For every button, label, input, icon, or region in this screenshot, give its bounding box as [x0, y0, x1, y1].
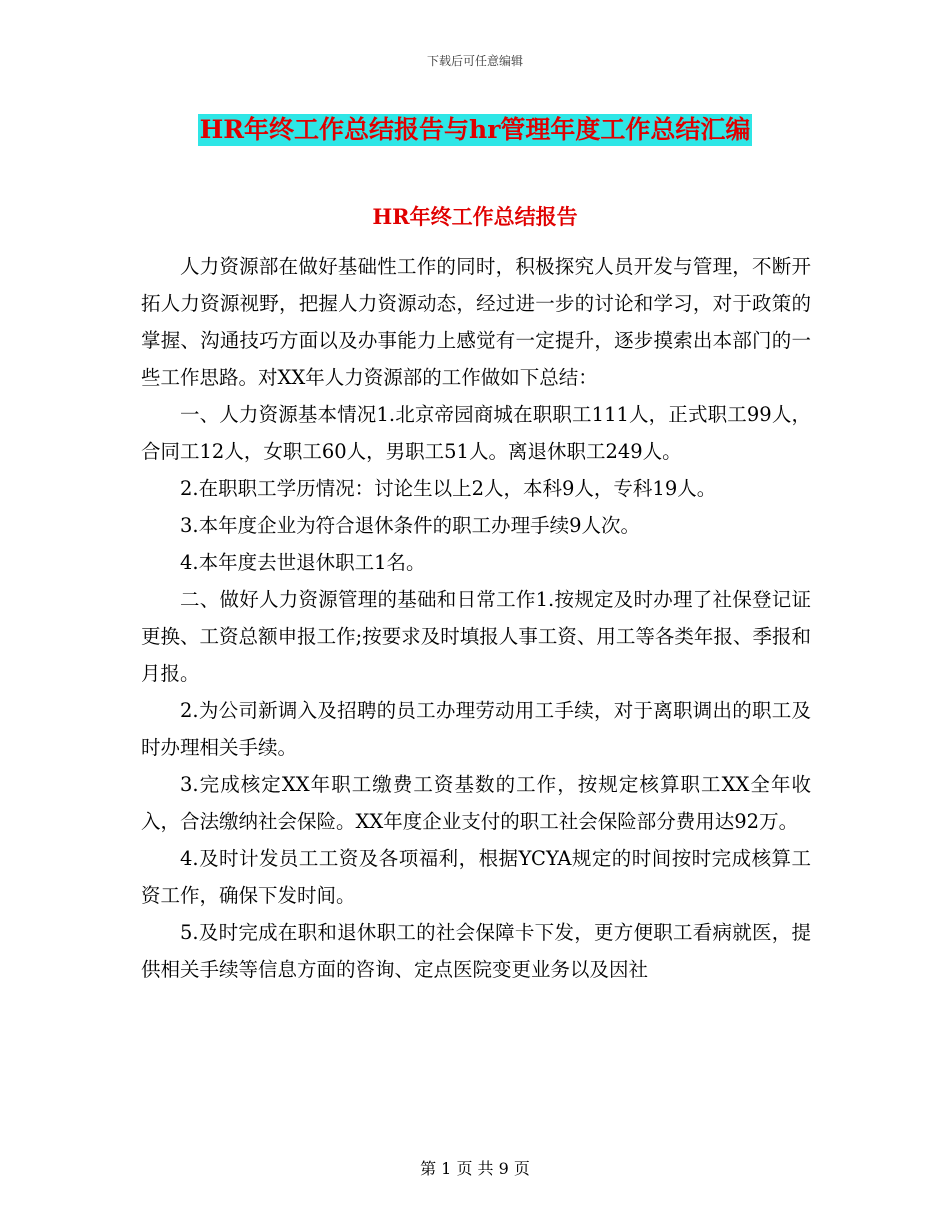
page-number: 第 1 页 共 9 页: [420, 1159, 530, 1178]
paragraph: 2.在职职工学历情况：讨论生以上2人，本科9人，专科19人。: [180, 477, 717, 500]
paragraph: 一、人力资源基本情况1.北京帝园商城在职职工111人，正式职工99人，合同工12人，女职工60人，男职工51人。离退休职工249人。: [141, 403, 811, 463]
paragraph: 4.及时计发员工工资及各项福利，根据YCYA规定的时间按时完成核算工资工作，确保下发时间。: [141, 847, 811, 907]
paragraph: 人力资源部在做好基础性工作的同时，积极探究人员开发与管理，不断开拓人力资源视野，把握人力资源动态，经过进一步的讨论和学习，对于政策的掌握、沟通技巧方面以及办事能力上感觉有一定提升，逐步摸索出本部门的一些工作思路。对XX年人力资源部的工作做如下总结：: [141, 255, 811, 389]
document-title-container: [0, 114, 950, 146]
paragraph: 3.完成核定XX年职工缴费工资基数的工作，按规定核算职工XX全年收入，合法缴纳社会保险。XX年度企业支付的职工社会保险部分费用达92万。: [141, 773, 811, 833]
document-body: [141, 248, 811, 988]
header-note: 下载后可任意编辑: [426, 54, 523, 68]
section-title: HR年终工作总结报告: [372, 204, 578, 229]
paragraph: 3.本年度企业为符合退休条件的职工办理手续9人次。: [180, 514, 641, 537]
paragraph: 2.为公司新调入及招聘的员工办理劳动用工手续，对于离职调出的职工及时办理相关手续。: [141, 699, 811, 759]
paragraph: 4.本年度去世退休职工1名。: [180, 551, 426, 574]
paragraph: 二、做好人力资源管理的基础和日常工作1.按规定及时办理了社保登记证更换、工资总额申报工作;按要求及时填报人事工资、用工等各类年报、季报和月报。: [141, 588, 811, 685]
paragraph: 5.及时完成在职和退休职工的社会保障卡下发，更方便职工看病就医，提供相关手续等信息方面的咨询、定点医院变更业务以及因社: [141, 921, 811, 981]
document-title: HR年终工作总结报告与hr管理年度工作总结汇编: [199, 115, 751, 144]
